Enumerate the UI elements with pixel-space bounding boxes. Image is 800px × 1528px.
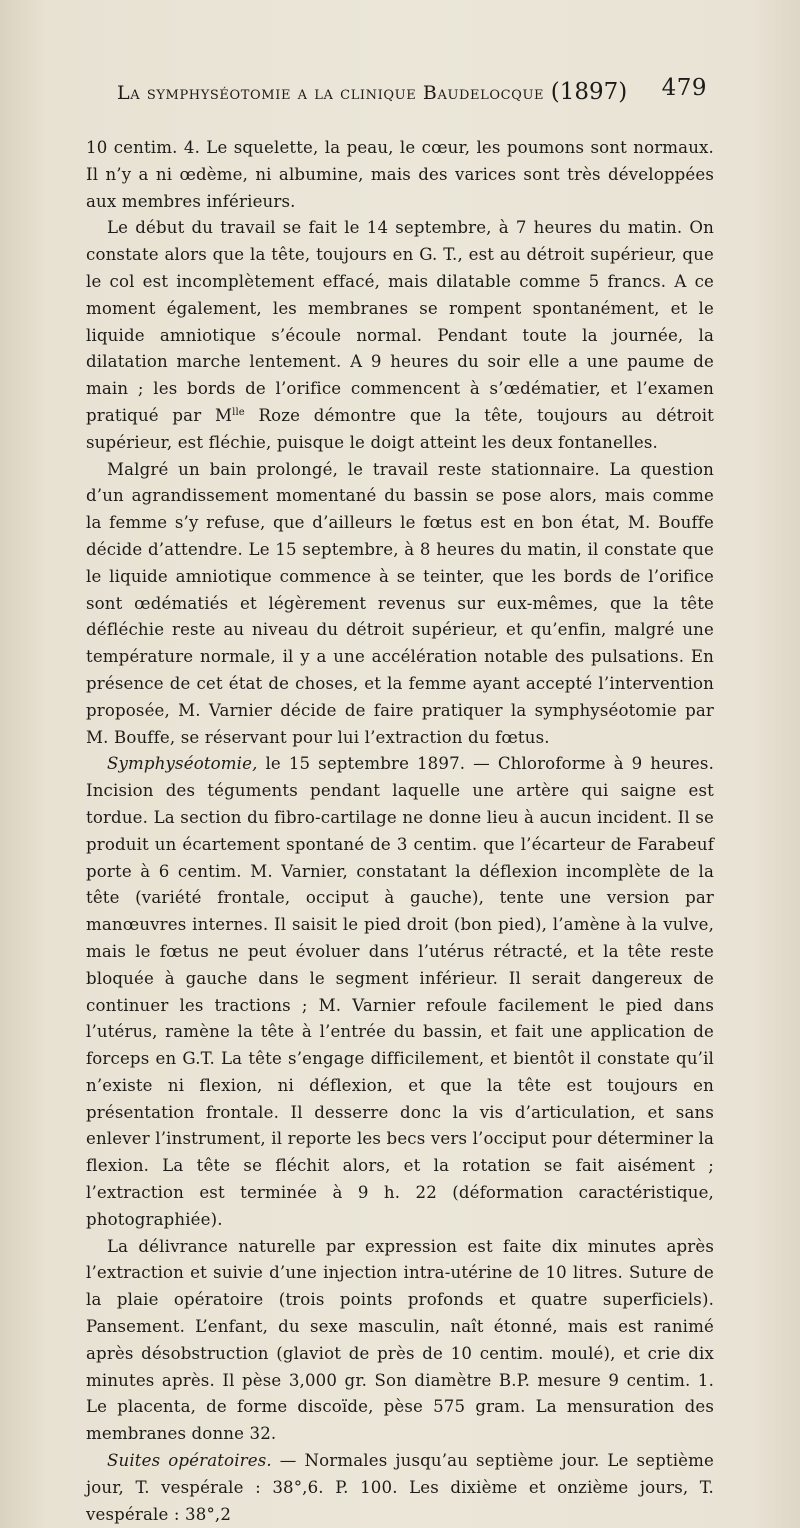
paragraph-5: La délivrance naturelle par expression est faite dix minutes après l’extraction et suivie d’une injection intra-utérine de 10 litres. Suture de la plaie opératoire (trois points profonds et quatre superficiels). Pansement. L’enfant, du sexe masculin, naît étonné, mais est ranimé après désobstruction (glaviot de près de 10 centim. moulé), et crie dix minutes après. Il pèse 3,000 gr. Son diamètre B.P. mesure 9 centim. 1. Le placenta, de forme discoïde, pèse 575 gram. La mensuration des membranes donne 32. [86, 1236, 714, 1444]
paragraph-3: Malgré un bain prolongé, le travail reste stationnaire. La question d’un agrandissement momentané du bassin se pose alors, mais comme la femme s’y refuse, que d’ailleurs le fœtus est en bon état, M. Bouffe décide d’attendre. Le 15 septembre, à 8 heures du matin, il constate que le liquide amniotique commence à se teinter, que les bords de l’orifice sont œdématiés et légèrement revenus sur eux-mêmes, que la tête défléchie reste au niveau du détroit supérieur, et qu’enfin, malgré une température normale, il y a une accélération notable des pulsations. En présence de cet état de choses, et la femme ayant accepté l’intervention proposée, M. Varnier décide de faire pratiquer la symphyséotomie par M. Bouffe, se réservant pour lui l’extraction du fœtus. [86, 459, 714, 747]
running-title [117, 79, 627, 105]
paragraph-4-lead: Symphyséotomie, [107, 754, 258, 774]
paragraph-4-text: le 15 septembre 1897. — Chloroforme à 9 heures. Incision des téguments pendant laquelle une artère qui saigne est tordue. La section du fibro-cartilage ne donne lieu à aucun incident. Il se produit un écartement spontané de 3 centim. que l’écarteur de Farabeuf porte à 6 centim. M. Varnier, constatant la déflexion incomplète de la tête (variété frontale, occiput à gauche), tente une version par manœuvres internes. Il saisit le pied droit (bon pied), l’amène à la vulve, mais le fœtus ne peut évoluer dans l’utérus rétracté, et la tête reste bloquée à gauche dans le segment inférieur. Il serait dangereux de continuer les tractions ; M. Varnier refoule facilement le pied dans l’utérus, ramène la tête à l’entrée du bassin, et fait une application de forceps en G.T. La tête s’engage difficilement, et bientôt il constate qu’il n’existe ni flexion, ni déflexion, et que la tête est toujours en présentation frontale. Il desserre donc la vis d’articulation, et sans enlever l’instrument, il reporte les becs vers l’occiput pour déterminer la flexion. La tête se fléchit alors, et la rotation se fait aisément ; l’extraction est terminée à 9 h. 22 (déformation caractéristique, photographiée). [86, 754, 714, 1229]
paragraph-2-text-after: Roze démontre que la tête, toujours au détroit supérieur, est fléchie, puisque le doigt atteint les deux fontanelles. [86, 405, 715, 452]
paragraph-2 [86, 215, 714, 456]
page-header [0, 75, 800, 115]
paragraph-6-lead: Suites opératoires. [107, 1451, 272, 1471]
paragraph-6 [86, 1448, 714, 1528]
page-number: 479 [661, 75, 707, 101]
superscript-lle: lle [232, 406, 245, 418]
paragraph-2-text-before: Le début du travail se fait le 14 septembre, à 7 heures du matin. On constate alors que la tête, toujours en G. T., est au détroit supérieur, que le col est incomplètement effacé, mais dilatable comme 5 francs. A ce moment également, les membranes se rompent spontanément, et le liquide amniotique s’écoule normal. Pendant toute la journée, la dilatation marche lentement. A 9 heures du soir elle a une paume de main ; les bords de l’orifice commencent à s’œdématier, et l’examen pratiqué par M [86, 218, 714, 425]
paragraph-1: 10 centim. 4. Le squelette, la peau, le cœur, les poumons sont normaux. Il n’y a ni œdème, ni albumine, mais des varices sont très développées aux membres inférieurs. [86, 138, 714, 211]
paragraph-6-text: — Normales jusqu’au septième jour. Le septième jour, T. vespérale : 38°,6. P. 100. Les dixième et onzième jours, T. vespérale : 38°,2 [86, 1451, 714, 1524]
body-text [86, 135, 714, 1528]
running-title-text: La symphyséotomie a la clinique Baudelocque [117, 82, 545, 104]
running-title-year: (1897) [550, 79, 628, 105]
paragraph-4 [86, 751, 714, 1233]
